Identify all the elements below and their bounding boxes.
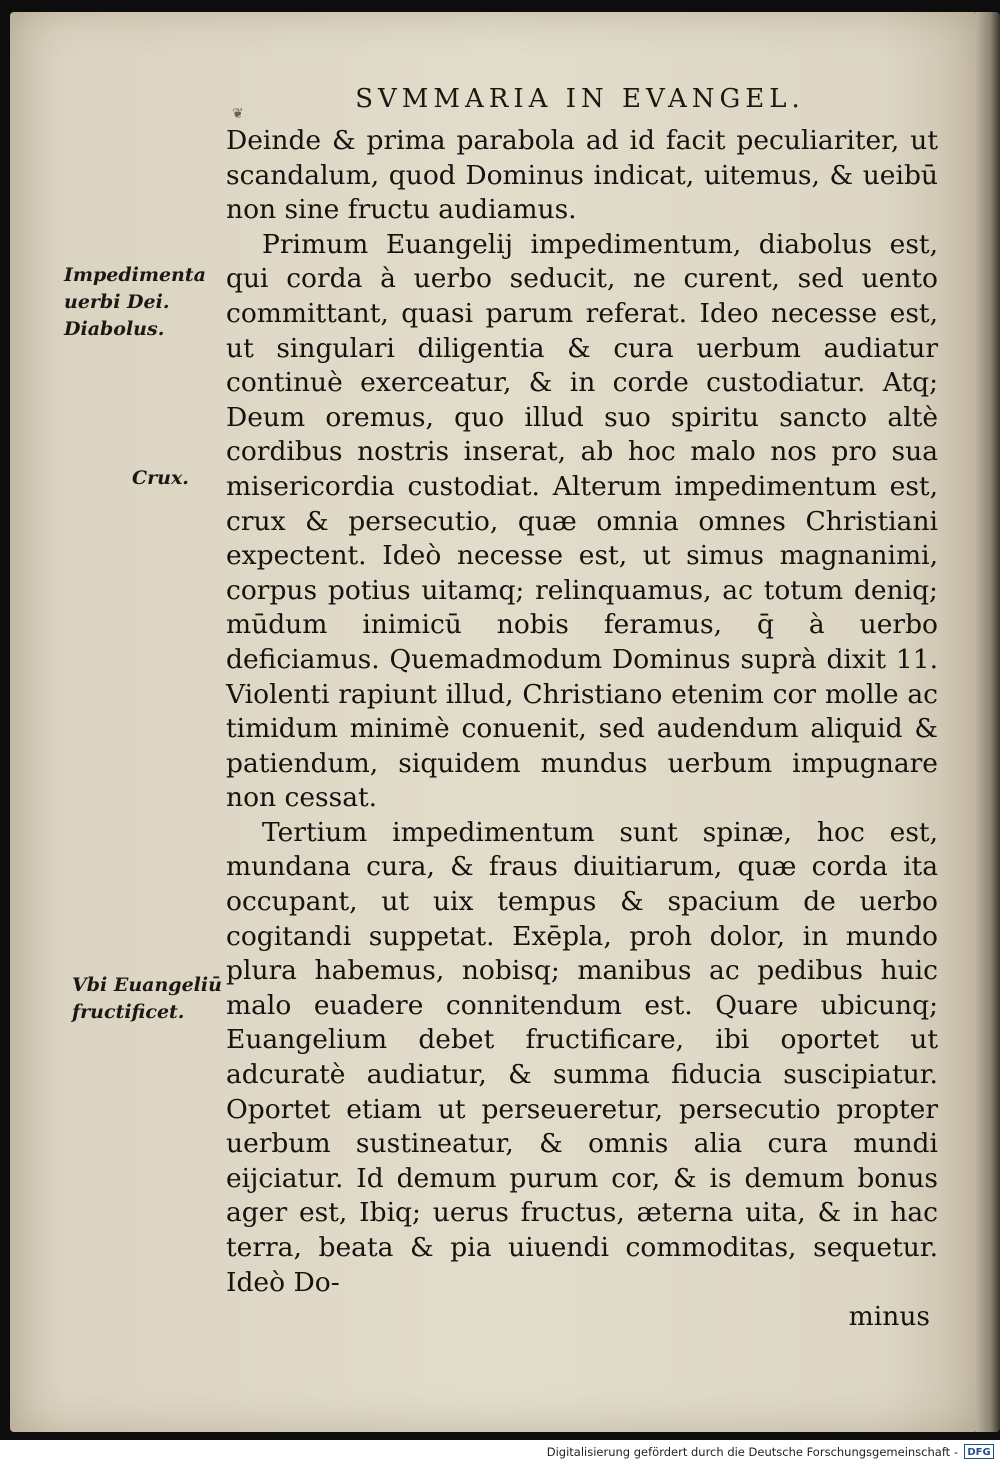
marginal-note-euangelium: Vbi Euangeliū fructificet. (72, 974, 222, 1023)
digitization-footer (0, 1440, 1000, 1465)
marginal-note-crux: Crux. (132, 467, 189, 489)
ornament-glyph: ❦ (232, 106, 244, 122)
running-title: SVMMARIA IN EVANGEL. (355, 84, 805, 114)
paragraph-primum: Primum Euangelij impedimentum, diabolus est, qui corda à uerbo seducit, ne curent, sed uento committant, quasi parum referat. Ideo necesse est, ut singulari diligentia & cura uerbum audiatur continuè exerceatur, & in corde custodiatur. Atq; Deum oremus, quo illud suo spiritu sancto altè cordibus nostris inserat, ab hoc malo nos pro sua misericordia custodiat. Alterum impedimentum est, crux & persecutio, quæ omnia omnes Christiani expectent. Ideò necesse est, ut simus magnanimi, corpus potius uitamq; relinquamus, ac totum deniq; mūdum inimicū nobis feramus, q̄ à uerbo deficiamus. Quemadmodum Dominus suprà dixit 11. Violenti rapiunt illud, Christiano etenim cor molle ac timidum minimè conuenit, sed audendum aliquid & patiendum, siquidem mundus uerbum impugnare non cessat. (226, 228, 938, 814)
dfg-logo-icon: DFG (964, 1444, 994, 1459)
paragraph-deinde: Deinde & prima parabola ad id facit peculiariter, ut scandalum, quod Dominus indicat, uitemus, & ueibū non sine fructu audiamus. (226, 125, 938, 226)
marginal-note-impedimenta: Impedimenta uerbi Dei. Diabolus. (64, 264, 206, 340)
footer-credit: Digitalisierung gefördert durch die Deutsche Forschungsgemeinschaft - (546, 1445, 958, 1459)
paragraph-tertium: Tertium impedimentum sunt spinæ, hoc est, mundana cura, & fraus diuitiarum, quæ corda ita occupant, ut uix tempus & spacium de uerbo cogitandi suppetat. Exēpla, proh dolor, in mundo plura habemus, nobisq; manibus ac pedibus huic malo euadere connitendum est. Quare ubicunq; Euangelium debet fructificare, ibi oportet ut adcuratè audiatur, & summa fiducia suscipiatur. Oportet etiam ut perseueretur, persecutio propter uerbum sustineatur, & omnis alia cura mundi eijciatur. Id demum purum cor, & is demum bonus ager est, Ibiq; uerus fructus, æterna uita, & in hac terra, beata & pia uiuendi commoditas, sequetur. Ideò Do- (226, 816, 938, 1298)
page-edge (976, 12, 1000, 1432)
catchword: minus (848, 1301, 930, 1333)
main-text (226, 124, 938, 1335)
